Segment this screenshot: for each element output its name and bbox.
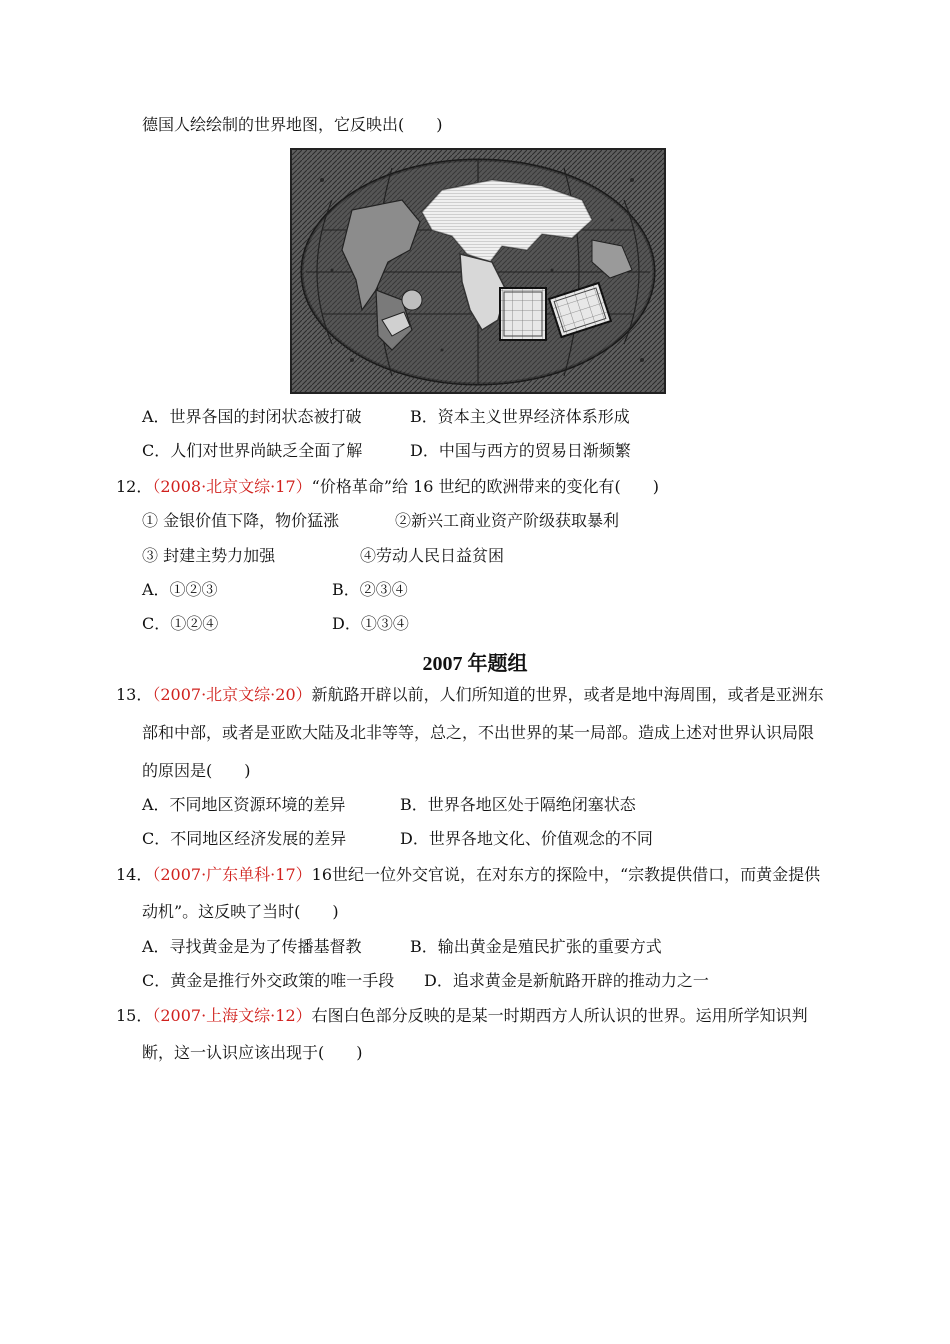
q12-option-b: B．②③④: [332, 580, 408, 599]
q12-item-3: ③ 封建主势力加强: [142, 546, 276, 565]
q12-option-c: C．①②④: [142, 614, 219, 633]
question-14-line-2: 动机”。这反映了当时( ): [142, 902, 339, 921]
q11-option-b: B．资本主义世界经济体系形成: [410, 407, 630, 426]
question-number: 15．: [116, 1006, 153, 1025]
q11-option-a: A．世界各国的封闭状态被打破: [142, 407, 362, 426]
question-14-stem: [116, 864, 820, 886]
world-map-image: [290, 148, 666, 394]
q14-option-b: B．输出黄金是殖民扩张的重要方式: [410, 937, 662, 956]
question-text: 右图白色部分反映的是某一时期西方人所认识的世界。运用所学知识判: [311, 1006, 808, 1025]
q12-item-1: ① 金银价值下降，物价猛涨: [142, 511, 340, 530]
q12-option-d: D．①③④: [332, 614, 409, 633]
question-text: “价格革命”给 16 世纪的欧洲带来的变化有( ): [311, 477, 660, 496]
question-number: 13．: [116, 685, 153, 704]
q14-option-c: C．黄金是推行外交政策的唯一手段: [142, 971, 395, 990]
question-15-line-2: 断，这一认识应该出现于( ): [142, 1043, 363, 1062]
question-text: 新航路开辟以前，人们所知道的世界，或者是地中海周围，或者是亚洲东: [311, 685, 824, 704]
question-13-line-3: 的原因是( ): [142, 761, 251, 780]
q12-item-4: ④劳动人民日益贫困: [360, 546, 505, 565]
q13-option-b: B．世界各地区处于隔绝闭塞状态: [400, 795, 636, 814]
q11-option-d: D．中国与西方的贸易日渐频繁: [410, 441, 631, 460]
question-source: （2007·广东单科·17）: [152, 865, 312, 884]
question-11-stem: 德国人绘绘制的世界地图，它反映出( ): [142, 115, 443, 134]
question-13-stem: [116, 684, 824, 706]
q12-item-2: ②新兴工商业资产阶级获取暴利: [395, 511, 620, 530]
question-12-stem: [116, 476, 659, 498]
question-source: （2007·上海文综·12）: [152, 1006, 312, 1025]
question-source: （2008·北京文综·17）: [152, 477, 312, 496]
question-source: （2007·北京文综·20）: [152, 685, 312, 704]
question-13-line-2: 部和中部，或者是亚欧大陆及北非等等，总之，不出世界的某一局部。造成上述对世界认识局限: [142, 723, 815, 742]
question-number: 12．: [116, 477, 153, 496]
q13-option-a: A．不同地区资源环境的差异: [142, 795, 346, 814]
q14-option-d: D．追求黄金是新航路开辟的推动力之一: [424, 971, 709, 990]
q13-option-c: C．不同地区经济发展的差异: [142, 829, 347, 848]
q13-option-d: D．世界各地文化、价值观念的不同: [400, 829, 653, 848]
section-heading: 2007 年题组: [422, 653, 528, 675]
q14-option-a: A．寻找黄金是为了传播基督教: [142, 937, 362, 956]
question-15-stem: [116, 1005, 808, 1027]
q11-option-c: C．人们对世界尚缺乏全面了解: [142, 441, 363, 460]
question-number: 14．: [116, 865, 153, 884]
q12-option-a: A．①②③: [142, 580, 218, 599]
question-text: 16世纪一位外交官说，在对东方的探险中，“宗教提供借口，而黄金提供: [311, 865, 821, 884]
